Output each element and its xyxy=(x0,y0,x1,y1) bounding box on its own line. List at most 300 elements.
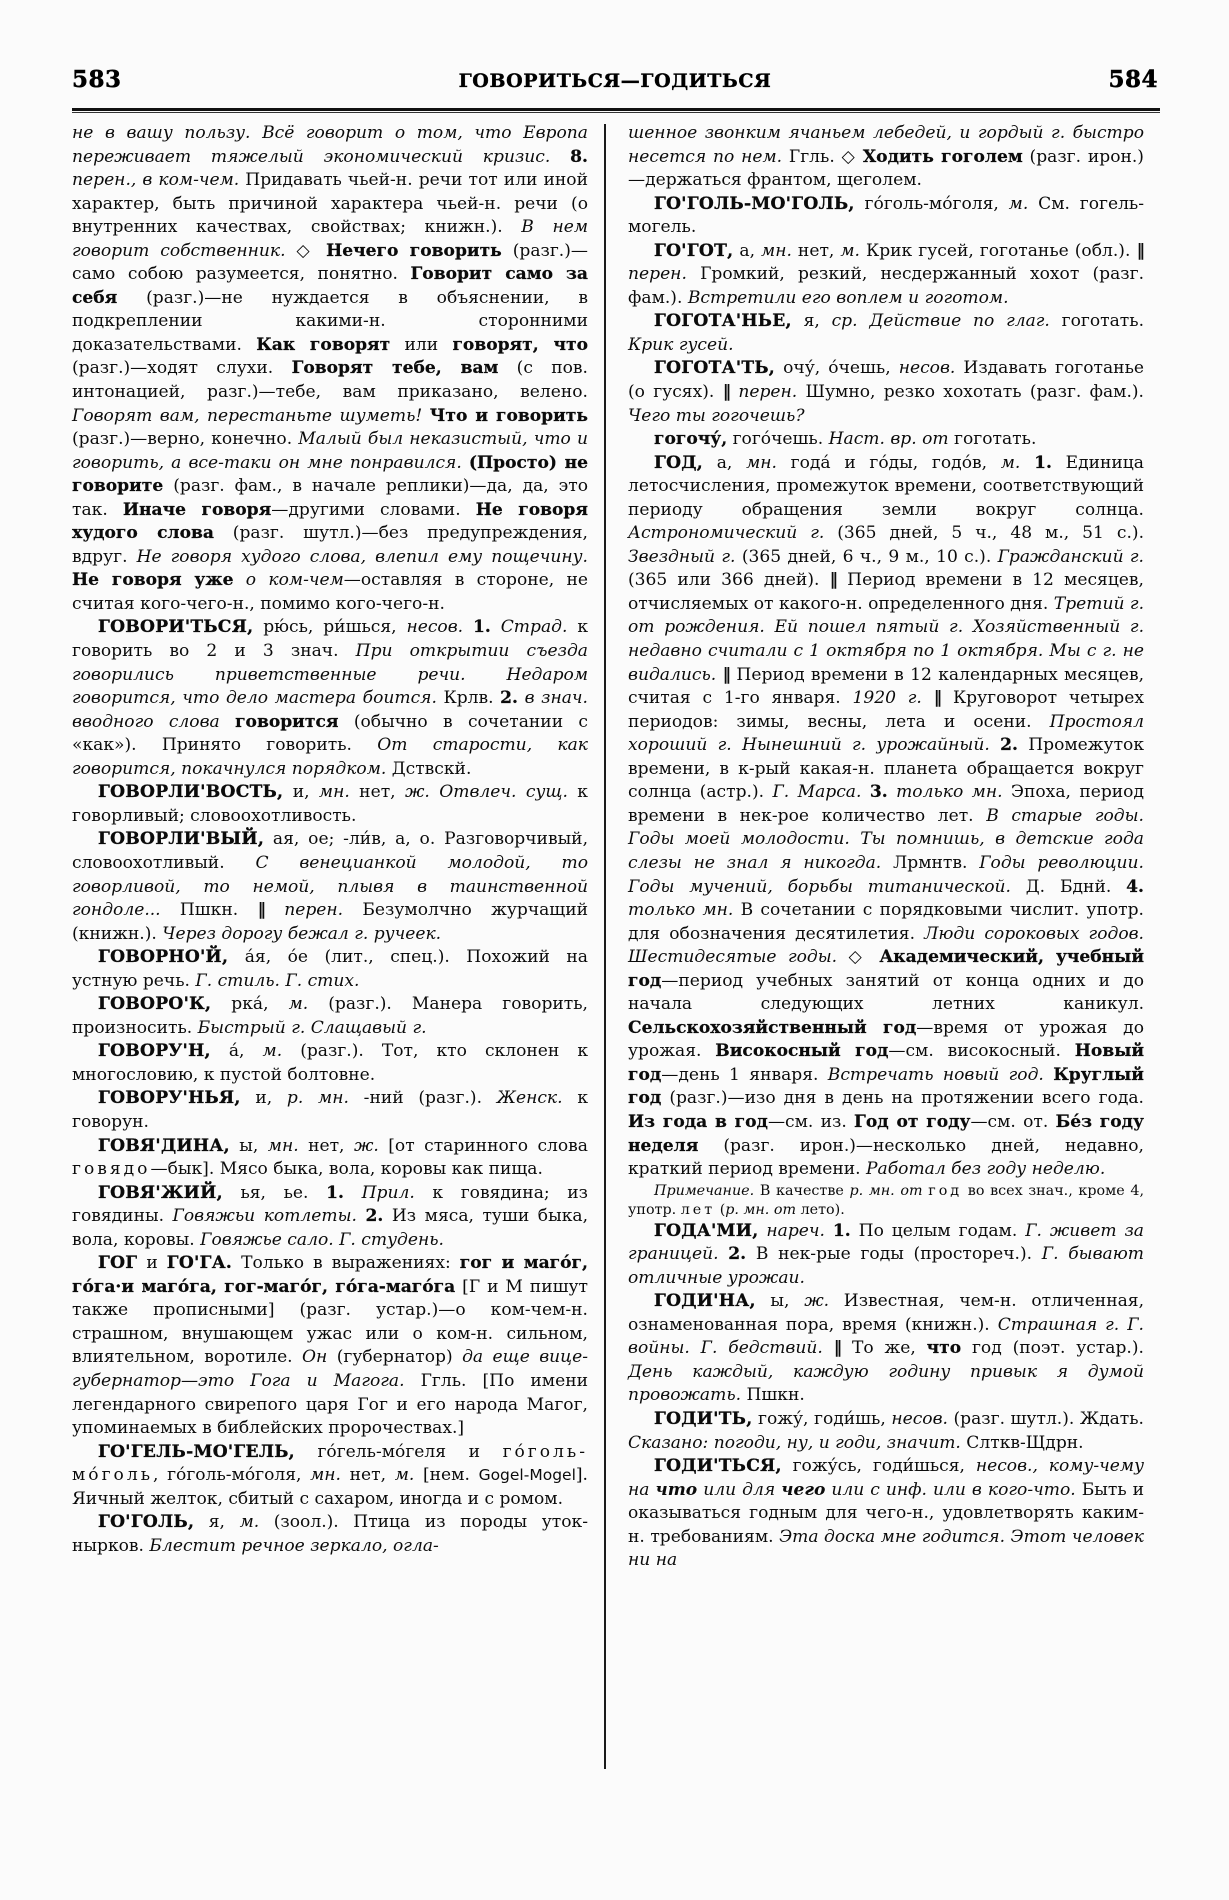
text-run: Академический, учебный год xyxy=(628,947,1144,991)
text-run: Единица летосчисления, промежуток времени, соответствующий периоду обращения земли вокруг солнца. xyxy=(628,452,1144,520)
text-run: ая, ое; -ли́в, а, о. Разговорчивый, словоохотливый. xyxy=(72,829,588,873)
text-run: 2. xyxy=(1000,735,1018,756)
text-run xyxy=(220,712,235,732)
text-run: несов., кому-чему xyxy=(975,1456,1144,1477)
text-run: Встретили его воплем и гоготом. xyxy=(687,287,1009,308)
text-run: и, xyxy=(283,782,319,803)
headword: ГО'ГОЛЬ, xyxy=(98,1512,195,1533)
entry-govorlivost xyxy=(72,781,588,828)
entry-govorlivyi xyxy=(72,828,588,946)
text-run: Крлв. xyxy=(436,688,501,709)
text-run: гожу́сь, годи́шься, xyxy=(781,1456,976,1477)
running-head xyxy=(72,66,1158,100)
text-run: Придавать чьей-н. речи тот или иной характер, быть причиной характера чьей-н. речи (о внутренних качествах, свойствах; книжн.). xyxy=(72,170,588,238)
text-run: (разг. ирон.)—держаться франтом, щеголем. xyxy=(628,146,1144,191)
text-run: ж. Отвлеч. сущ. xyxy=(404,782,568,803)
text-run: что xyxy=(926,1338,962,1359)
column-right xyxy=(606,122,1144,1802)
text-run: несов. xyxy=(406,617,464,638)
text-run: перен. xyxy=(730,382,798,403)
text-run: Промежуток времени, в к-рый какая-н. планета обращается вокруг солнца (астр.). xyxy=(628,735,1144,803)
text-run: Слткв-Щдрн. xyxy=(960,1432,1084,1453)
text-run: Астрономический г. xyxy=(628,523,825,544)
text-run xyxy=(823,1338,834,1358)
text-run: что xyxy=(655,1479,698,1500)
text-run: Чего ты гогочешь? xyxy=(628,405,805,426)
text-run: —период учебных занятий от конца одних и до начала следующих летних каникул. xyxy=(628,970,1144,1015)
text-run: С венецианкой молодой, то говорливой, то немой, плывя в таинственной гондоле... xyxy=(72,852,588,921)
text-run: В нем говорит собственник. xyxy=(72,217,588,261)
text-run: (зоол.). Птица из породы уток-нырков. xyxy=(72,1512,588,1556)
text-run: чего xyxy=(781,1479,826,1500)
text-run: нет, xyxy=(349,782,405,803)
entry-gogol xyxy=(72,1511,588,1558)
text-run: —см. от. xyxy=(970,1111,1056,1132)
text-run: к говорить во 2 и 3 знач. xyxy=(72,617,589,662)
text-run: или xyxy=(390,334,453,355)
text-run: нет, xyxy=(791,240,841,261)
text-run: несов. xyxy=(898,358,956,379)
text-run: Быстрый г. Слащавый г. xyxy=(197,1017,427,1038)
note-god xyxy=(628,1182,1144,1220)
text-run: 1920 г. xyxy=(852,688,922,709)
headword: ГОВЯ'ДИНА, xyxy=(98,1135,230,1156)
gogol-continuation xyxy=(628,122,1144,193)
text-run: нареч. xyxy=(758,1220,825,1241)
header-rule xyxy=(72,108,1160,113)
entry-gogol-mogol xyxy=(628,193,1144,240)
entry-gog-i-goga xyxy=(72,1252,588,1440)
text-run xyxy=(1020,453,1034,473)
text-run: очу́, о́чешь, xyxy=(775,358,899,379)
text-run: мн. xyxy=(267,1135,299,1156)
text-run: Третий г. от рождения. Ей пошел пятый г. Хозяйственный г. недавно считали с 1 октября по 1 октября. Мы с г. не видались. xyxy=(628,593,1144,685)
text-run: перен., в ком-чем. xyxy=(72,170,240,191)
text-run: Быть и оказываться годным для чего-н., удовлетворять каким-н. требованиям. xyxy=(628,1479,1145,1547)
entry-govoritsya xyxy=(72,616,588,781)
entry-gogotat xyxy=(628,357,1144,428)
text-run: и, xyxy=(240,1088,287,1109)
text-run: Г. живет за границей. xyxy=(628,1220,1144,1265)
text-run: 8. xyxy=(570,146,588,167)
headword: ГО'ГА. xyxy=(166,1253,233,1274)
running-head-title: ГОВОРИТЬСЯ—ГОДИТЬСЯ xyxy=(458,70,772,92)
text-run: Эта доска мне годится. Этот человек ни на xyxy=(628,1526,1145,1571)
text-run: а́, xyxy=(210,1041,263,1062)
text-run: По целым годам. xyxy=(850,1220,1026,1241)
text-run: гоготать. xyxy=(1049,311,1144,332)
text-run: Пшкн. xyxy=(741,1385,805,1406)
text-run: перен. xyxy=(264,900,344,921)
text-run: Громкий, резкий, несдержанный хохот (разг. фам.). xyxy=(628,264,1144,308)
text-run: (с пов. интонацией, разг.)—тебе, вам приказано, велено. xyxy=(72,358,588,403)
text-run: (разг.)—верно, конечно. xyxy=(72,429,299,450)
entry-godami xyxy=(628,1220,1144,1291)
text-run: Встречать новый год. xyxy=(827,1064,1044,1085)
text-run: Женск. xyxy=(496,1088,563,1109)
text-run: , го́голь-мо́голя, xyxy=(153,1465,311,1486)
parallel-icon: ‖ xyxy=(933,688,942,709)
text-run: гогочу́, xyxy=(654,429,728,450)
parallel-icon: ‖ xyxy=(833,1338,842,1359)
text-run: Через дорогу бежал г. ручеек. xyxy=(162,923,442,944)
text-run: —см. високосный. xyxy=(888,1041,1075,1062)
text-run: нет, xyxy=(298,1135,354,1156)
text-run: говорят, что xyxy=(452,334,588,355)
parallel-icon: ‖ xyxy=(722,664,731,685)
headword: ГОВОРИ'ТЬСЯ, xyxy=(98,617,254,638)
text-run: го́гель-мо́геля и xyxy=(294,1441,503,1462)
entry-govornoy xyxy=(72,946,588,993)
text-run: (365 дней, 5 ч., 48 м., 51 с.). xyxy=(824,523,1145,544)
text-run: Он xyxy=(302,1347,328,1368)
entry-gogel-mogel xyxy=(72,1441,588,1512)
text-run xyxy=(861,782,869,802)
entry-goditsya xyxy=(628,1455,1144,1573)
text-run: говорится xyxy=(235,711,339,732)
text-run: р. мн. xyxy=(286,1088,349,1109)
text-run: Шумно, резко хохотать (разг. фам.). xyxy=(797,382,1144,403)
text-run xyxy=(719,1244,729,1264)
text-run: Работал без году неделю. xyxy=(866,1159,1106,1180)
text-run: нет, xyxy=(340,1465,395,1486)
text-run: ж. xyxy=(353,1135,379,1156)
text-run: ы, xyxy=(755,1291,805,1312)
text-run: —см. из. xyxy=(767,1111,855,1132)
text-run: говядо xyxy=(72,1159,151,1180)
text-run: на xyxy=(628,1479,650,1500)
text-run: (разг.)—изо дня в день на протяжении всего года. xyxy=(661,1088,1144,1109)
parallel-icon: ‖ xyxy=(829,570,838,591)
text-run: Говорит само за себя xyxy=(72,264,588,308)
text-run xyxy=(286,241,297,261)
entry-godit xyxy=(628,1408,1144,1455)
text-run: Звездный г. xyxy=(628,546,736,567)
diamond-icon: ◇ xyxy=(296,240,316,261)
text-run: (обычно в сочетании с «как»). Принято говорить. xyxy=(72,711,588,756)
text-run: го́голь-мо́голя, xyxy=(854,193,1009,214)
text-run: (разг.)—ходят слухи. xyxy=(72,358,292,379)
text-run: м. xyxy=(1008,193,1029,214)
text-run: Только в выражениях: xyxy=(232,1253,460,1274)
text-run: ср. Действие по глаг. xyxy=(831,311,1050,332)
text-run: (365 или 366 дней). xyxy=(628,570,830,591)
text-run xyxy=(463,617,473,637)
text-run: несов. xyxy=(891,1408,948,1429)
text-run: о ком-чем xyxy=(233,570,344,591)
text-run: Нечего говорить xyxy=(326,240,502,261)
diamond-icon: ◇ xyxy=(848,947,868,968)
text-run: а, xyxy=(703,452,747,473)
parallel-icon: ‖ xyxy=(257,900,265,921)
text-run: мн. xyxy=(310,1465,341,1486)
text-run: ья, ье. xyxy=(222,1182,327,1203)
text-run xyxy=(837,947,849,967)
text-run: Простоял хороший г. Нынешний г. урожайный. xyxy=(628,711,1144,756)
text-run: То же, xyxy=(841,1338,927,1359)
text-run: рю́сь, ри́шься, xyxy=(253,617,407,638)
text-run: (разг.)—само собою разумеется, понятно. xyxy=(72,240,588,285)
entry-govyazhiy xyxy=(72,1182,588,1253)
entry-gogochu xyxy=(628,428,1144,452)
parallel-icon: ‖ xyxy=(722,382,731,403)
text-run: гого́чешь. xyxy=(727,429,829,450)
headword: ГОВЯ'ЖИЙ, xyxy=(98,1182,223,1203)
headword: ГО'ГЕЛЬ-МО'ГЕЛЬ, xyxy=(98,1441,295,1462)
text-run: р. мн. от xyxy=(849,1182,923,1199)
text-run: Ходить гоголем xyxy=(862,146,1023,167)
entry-govorunya xyxy=(72,1087,588,1134)
text-run: шенное звонким ячаньем лебедей, и гордый г. быстро несется по нем. xyxy=(628,123,1144,167)
text-run: 1. xyxy=(1034,452,1052,473)
text-run: 1. xyxy=(472,617,491,638)
text-run: мн. xyxy=(318,782,350,803)
parallel-icon: ‖ xyxy=(1136,240,1144,261)
entry-govorok xyxy=(72,993,588,1040)
text-run: Издавать гоготанье (о гусях). xyxy=(628,358,1144,403)
text-run: Говяжье сало. Г. студень. xyxy=(200,1229,444,1250)
headword: ГО'ГОТ, xyxy=(654,240,734,261)
entry-god xyxy=(628,452,1144,1182)
text-run: ы, xyxy=(229,1135,268,1156)
text-run: 4. xyxy=(1126,876,1144,897)
headword: ГОВОРЛИ'ВОСТЬ, xyxy=(98,782,284,803)
text-run: Говяжьи котлеты. xyxy=(172,1206,357,1227)
text-run: к говорун. xyxy=(72,1088,588,1132)
text-run: Период времени в 12 календарных месяцев, считая с 1-го января. xyxy=(628,664,1144,709)
text-run: ( xyxy=(715,1201,726,1218)
text-run: Примечание. xyxy=(654,1182,755,1199)
text-run: (разг. фам., в начале реплики)—да, да, это так. xyxy=(72,476,588,520)
text-run: Не говоря худого слова xyxy=(72,499,589,544)
text-run: ]. Яичный желток, сбитый с сахаром, иногда и с ромом. xyxy=(72,1465,588,1509)
text-run xyxy=(422,406,429,426)
text-run: 3. xyxy=(869,782,888,803)
text-run: ж. xyxy=(804,1291,830,1312)
text-run: а́я, о́е (лит., спец.). Похожий на устную речь. xyxy=(72,947,588,991)
text-run: (разг. ирон.)—несколько дней, недавно, краткий период времени. xyxy=(628,1135,1144,1180)
text-run: —другими словами. xyxy=(271,499,476,520)
text-run xyxy=(462,453,469,473)
text-run: —день 1 января. xyxy=(661,1064,828,1085)
text-run: гог и маго́г, го́га·и маго́га, гог-маго́г, го́га-маго́га xyxy=(72,1253,588,1297)
diamond-icon: ◇ xyxy=(841,146,857,167)
text-run: в знач. вводного слова xyxy=(72,688,588,732)
text-run: Год от году xyxy=(854,1111,971,1132)
text-run: (365 дней, 6 ч., 9 м., 10 с.). xyxy=(735,546,998,567)
text-run: Страд. xyxy=(490,617,568,638)
text-run: 1. xyxy=(326,1182,344,1203)
headword: ГОДА'МИ, xyxy=(654,1220,759,1241)
text-run: —бык]. Мясо быка, вола, коровы как пища. xyxy=(150,1159,543,1180)
text-run: к говядина; из говядины. xyxy=(72,1182,588,1227)
text-run: (Просто) не говорите xyxy=(72,452,588,497)
text-run: В старые годы. Годы моей молодости. Ты помнишь, в детские года слезы не знал я никогда. xyxy=(628,805,1144,873)
text-run: я, xyxy=(791,311,832,332)
text-run: Блестит речное зеркало, огла- xyxy=(149,1535,439,1556)
text-run xyxy=(922,688,934,708)
text-run: да еще вице-губернатор—это Гога и Магога. xyxy=(72,1347,588,1391)
page-number-left: 583 xyxy=(72,66,122,93)
text-run: 1. xyxy=(832,1220,851,1241)
text-run xyxy=(856,147,863,167)
text-run: Бе́з году неделя xyxy=(628,1111,1144,1156)
text-run: только мн. xyxy=(887,782,1003,803)
text-run: м. xyxy=(394,1465,415,1486)
text-run: [от старинного слова xyxy=(378,1135,588,1156)
text-run: лет xyxy=(680,1201,716,1218)
entry-gogot xyxy=(628,240,1144,311)
text-run: Лрмнтв. xyxy=(881,852,980,873)
text-run: Крик гусей, гоготанье (обл.). xyxy=(859,240,1137,261)
text-run: В качестве xyxy=(754,1182,850,1199)
text-run: год (поэт. устар.). xyxy=(961,1338,1144,1359)
page-number-right: 584 xyxy=(1108,66,1158,93)
text-run: (разг. шутл.)—без предупреждения, вдруг. xyxy=(72,523,588,567)
text-run: (разг.)—не нуждается в объяснении, в подкреплении какими-н. сторонними доказательствами. xyxy=(72,287,588,355)
text-run: Г. бывают отличные урожаи. xyxy=(628,1244,1144,1288)
text-run: Иначе говоря xyxy=(122,499,272,520)
text-run: 2. xyxy=(728,1244,747,1265)
text-run: год xyxy=(928,1182,963,1199)
text-run: мн. xyxy=(746,452,777,473)
entry-govyadina xyxy=(72,1135,588,1182)
text-run: См. гогель-могель. xyxy=(628,193,1145,238)
headword: ГОГОТА'ТЬ, xyxy=(654,358,776,379)
text-run: Високосный год xyxy=(715,1041,889,1062)
text-run: Сказано: погоди, ну, и годи, значит. xyxy=(628,1432,961,1453)
text-run: В нек-рые годы (простореч.). xyxy=(746,1244,1042,1265)
text-run: я, xyxy=(194,1512,240,1533)
text-run: и xyxy=(137,1253,167,1274)
text-run: Ггль. xyxy=(782,146,842,167)
text-run: Крик гусей. xyxy=(628,334,734,355)
text-run xyxy=(357,1206,366,1226)
text-run: к говорливый; словоохотливость. xyxy=(72,782,588,826)
column-left xyxy=(72,122,604,1802)
text-run: Д. Бднй. xyxy=(1010,876,1127,897)
text-run: —время от урожая до урожая. xyxy=(628,1017,1144,1062)
text-run: м. xyxy=(1000,452,1021,473)
text-run: м. xyxy=(239,1512,260,1533)
text-run: Из мяса, туши быка, вола, коровы. xyxy=(72,1206,588,1250)
text-run: гожу́, годи́шь, xyxy=(752,1408,892,1429)
text-run: От старости, как говорится, покачнулся порядком. xyxy=(72,735,588,779)
text-run: Gogel-Mogel xyxy=(478,1466,576,1485)
text-run: гоготать. xyxy=(948,429,1037,450)
headword: ГОДИ'ТЬСЯ, xyxy=(654,1456,782,1477)
text-run: Эпоха, период времени в нек-рое количество лет. xyxy=(628,782,1144,826)
text-run: во всех знач., кроме 4, употр. xyxy=(628,1182,1144,1218)
headword: ГОВОРО'К, xyxy=(98,994,212,1015)
text-run: Говорят тебе, вам xyxy=(291,358,499,379)
headword: ГОД, xyxy=(654,452,704,473)
text-run: Не говоря уже xyxy=(72,570,234,591)
text-run: При открытии съезда говорились приветственные речи. Недаром говорится, что дело мастера боится. xyxy=(72,641,588,709)
text-run: лето). xyxy=(796,1201,845,1218)
headword: ГОГОТА'НЬЕ, xyxy=(654,311,792,332)
entry-gogotanye xyxy=(628,310,1144,357)
text-run: Безумолчно журчащий (книжн.). xyxy=(72,900,588,944)
text-run: Круглый год xyxy=(628,1064,1144,1109)
text-run xyxy=(1044,1065,1053,1085)
headword: ГОГ xyxy=(98,1253,138,1274)
text-run: р. мн. от xyxy=(725,1201,797,1218)
text-run: —оставляя в стороне, не считая кого-чего-н., помимо кого-чего-н. xyxy=(72,570,588,614)
text-run: го́голь-мо́голь xyxy=(72,1441,588,1486)
text-run: (разг.). Тот, кто склонен к многословию, к пустой болтовне. xyxy=(72,1041,589,1085)
text-run: В сочетании с порядковыми числит. употр. для обозначения десятилетия. xyxy=(628,900,1144,944)
text-run: 2. xyxy=(365,1206,384,1227)
text-run: м. xyxy=(288,994,309,1015)
text-run: Известная, чем-н. отличенная, ознаменованная пора, время (книжн.). xyxy=(628,1291,1144,1335)
headword: ГОВОРЛИ'ВЫЙ, xyxy=(98,829,265,850)
govorit-continuation xyxy=(72,122,588,616)
text-run: -ний (разг.). xyxy=(348,1088,497,1109)
entry-govorun xyxy=(72,1040,588,1087)
text-run: Новый год xyxy=(628,1041,1145,1085)
text-run: Из года в год xyxy=(628,1111,768,1132)
text-run: (губернатор) xyxy=(327,1347,463,1368)
entry-godina xyxy=(628,1290,1144,1408)
text-run: мн. xyxy=(761,240,792,261)
headword: ГОВОРНО'Й, xyxy=(98,947,229,968)
text-run: года́ и го́ды, годо́в, xyxy=(776,452,1001,473)
text-run: не в вашу пользу. Всё говорит о том, что Европа переживает тяжелый экономический кризис. xyxy=(72,123,588,167)
text-run: Круговорот четырех периодов: зимы, весны, лета и осени. xyxy=(628,688,1144,732)
text-run: Люди сороковых годов. Шестидесятые годы. xyxy=(628,923,1144,968)
text-run: (разг.). Манера говорить, произносить. xyxy=(72,994,588,1038)
text-run: Как говорят xyxy=(256,334,391,355)
text-run: Ггль. [По имени легендарного свирепого царя Гог и его народа Магог, упоминаемых в библейских пророчествах.] xyxy=(72,1370,588,1439)
text-run: Г. Марса. xyxy=(772,782,862,803)
text-run: Годы революции. Годы мучений, борьбы титанической. xyxy=(628,852,1144,897)
headword: ГОДИ'НА, xyxy=(654,1291,756,1312)
text-run: [Г и М пишут также прописными] (разг. устар.)—о ком-чем-н. страшном, внушающем ужас или о ком-н. сильном, влиятельном, воротиле. xyxy=(72,1276,588,1368)
text-run: Страшная г. Г. войны. Г. бедствий. xyxy=(628,1314,1144,1359)
text-run: Наст. вр. от xyxy=(828,429,949,450)
text-run: Гражданский г. xyxy=(997,546,1144,567)
text-run: а, xyxy=(733,240,762,261)
text-run xyxy=(825,1221,833,1241)
text-run: Что и говорить xyxy=(429,405,588,426)
text-run xyxy=(315,241,326,261)
text-run xyxy=(868,947,880,967)
text-run: 2. xyxy=(500,688,519,709)
headword: ГОВОРУ'Н, xyxy=(98,1041,211,1062)
text-run: [нем. xyxy=(414,1465,479,1486)
text-run: День каждый, каждую годину привык я думой провожать. xyxy=(628,1361,1144,1406)
text-run: Малый был неказистый, что и говорить, а все-таки он мне понравился. xyxy=(72,429,588,473)
text-run: перен. xyxy=(628,264,687,285)
text-run: рка́, xyxy=(211,994,289,1015)
text-run: м. xyxy=(840,240,860,261)
text-run: Пшкн. xyxy=(160,900,258,921)
text-run: Г. стиль. Г. стих. xyxy=(195,970,360,991)
text-run: Не говоря худого слова, влепил ему пощечину. xyxy=(136,546,588,567)
text-run: Дствскй. xyxy=(386,758,472,779)
text-run: Прил. xyxy=(343,1182,415,1203)
text-run: только мн. xyxy=(628,900,734,921)
text-run: м. xyxy=(262,1041,283,1062)
page-body xyxy=(72,122,1160,1802)
headword: ГОВОРУ'НЬЯ, xyxy=(98,1088,241,1109)
text-run xyxy=(990,735,1000,755)
text-run: Сельскохозяйственный год xyxy=(628,1017,917,1038)
headword: ГОДИ'ТЬ, xyxy=(654,1408,753,1429)
text-run: Говорят вам, перестаньте шуметь! xyxy=(72,405,423,426)
text-run: или с инф. или в кого-что. xyxy=(831,1479,1076,1500)
